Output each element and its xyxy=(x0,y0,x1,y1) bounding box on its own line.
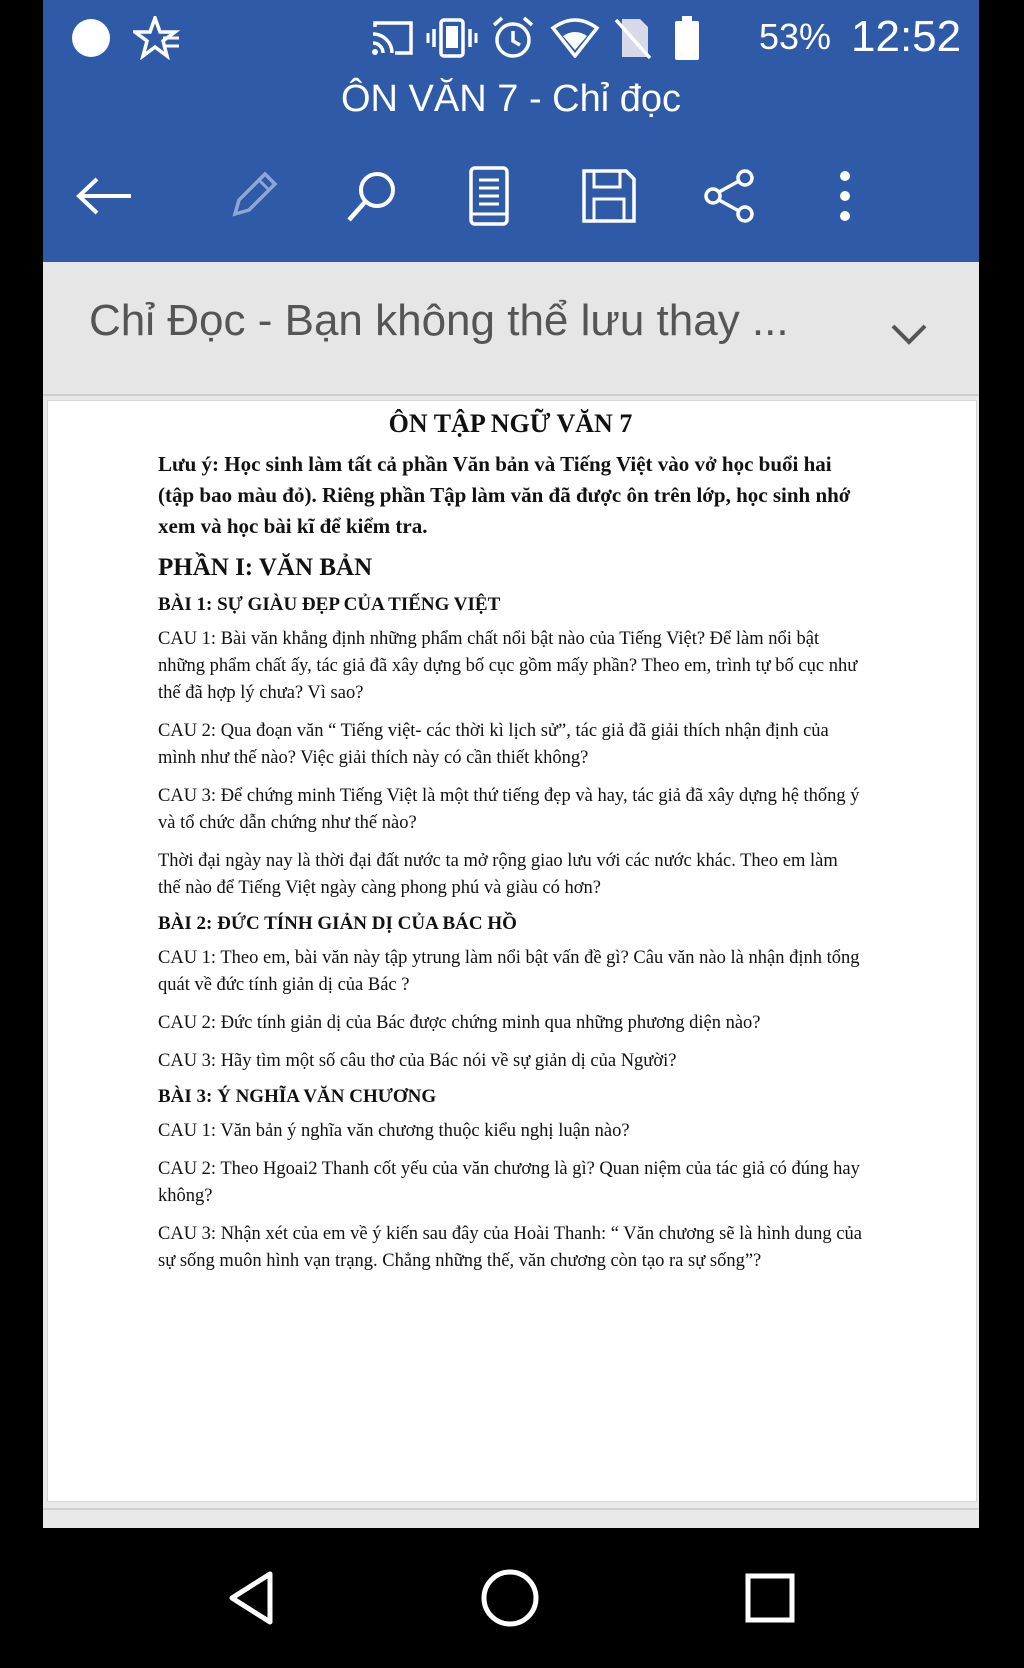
question: CAU 1: Theo em, bài văn này tập ytrung làm nổi bật vấn đề gì? Câu văn nào là nhận định tổng quát về đức tính giản dị của Bác ? xyxy=(158,948,860,995)
lesson-title: BÀI 3: Ý NGHĨA VĂN CHƯƠNG xyxy=(158,1086,437,1107)
mobile-view-icon[interactable] xyxy=(449,156,529,236)
read-only-message: Chỉ Đọc - Bạn không thể lưu thay ... xyxy=(89,296,789,345)
app-screen xyxy=(43,0,979,1528)
question: CAU 2: Theo Hgoai2 Thanh cốt yếu của văn chương là gì? Quan niệm của tác giả có đúng hay không? xyxy=(158,1159,860,1206)
alarm-icon xyxy=(489,14,537,62)
question: CAU 3: Để chứng minh Tiếng Việt là một thứ tiếng đẹp và hay, tác giả đã xây dựng hệ thống ý và tổ chức dẫn chứng như thế nào? xyxy=(158,786,860,833)
back-arrow-icon[interactable] xyxy=(65,156,145,236)
question: Thời đại ngày nay là thời đại đất nước ta mở rộng giao lưu với các nước khác. Theo em làm thế nào để Tiếng Việt ngày càng phong phú và giàu có hơn? xyxy=(158,851,838,898)
app-bar xyxy=(43,0,979,262)
lesson-title: BÀI 1: SỰ GIÀU ĐẸP CỦA TIẾNG VIỆT xyxy=(158,594,501,615)
read-only-banner[interactable] xyxy=(43,262,979,396)
document-heading: ÔN TẬP NGỮ VĂN 7 xyxy=(388,409,633,438)
page-divider xyxy=(43,1508,979,1510)
status-clock: 12:52 xyxy=(851,12,962,61)
question: CAU 1: Văn bản ý nghĩa văn chương thuộc kiểu nghị luận nào? xyxy=(158,1121,630,1141)
chevron-down-icon[interactable] xyxy=(879,304,939,364)
question: CAU 1: Bài văn khẳng định những phẩm chất nổi bật nào của Tiếng Việt? Để làm nổi bật những phẩm chất ấy, tác giả đã xây dựng bố cục gồm mấy phần? Theo em, trình tự bố cục như thế đã hợp lý chưa? Vì sao? xyxy=(158,629,858,703)
edit-pencil-icon[interactable] xyxy=(213,156,293,236)
document-content xyxy=(158,409,863,1286)
battery-icon xyxy=(669,14,705,62)
status-bar xyxy=(43,0,979,76)
no-sim-icon xyxy=(609,14,655,62)
document-title: ÔN VĂN 7 - Chỉ đọc xyxy=(341,78,681,120)
lesson-title: BÀI 2: ĐỨC TÍNH GIẢN DỊ CỦA BÁC HỒ xyxy=(158,913,517,934)
navigation-bar xyxy=(0,1528,1024,1668)
vibrate-icon xyxy=(423,14,481,62)
question: CAU 2: Qua đoạn văn “ Tiếng việt- các thời kì lịch sử”, tác giả đã giải thích nhận định của mình như thế nào? Việc giải thích này có cần thiết không? xyxy=(158,721,829,768)
document-page xyxy=(47,400,977,1502)
wifi-icon xyxy=(549,14,601,62)
part-heading: PHẦN I: VĂN BẢN xyxy=(158,554,373,581)
circle-icon xyxy=(67,14,115,62)
recents-square-icon[interactable] xyxy=(728,1556,812,1640)
home-circle-icon[interactable] xyxy=(468,1556,552,1640)
cast-icon xyxy=(367,14,417,62)
back-triangle-icon[interactable] xyxy=(210,1556,294,1640)
more-options-icon[interactable] xyxy=(805,156,885,236)
star-notification-icon xyxy=(131,14,183,62)
document-note: Lưu ý: Học sinh làm tất cả phần Văn bản và Tiếng Việt vào vở học buổi hai (tập bao màu đỏ). Riêng phần Tập làm văn đã được ôn trên lớp, học sinh nhớ xem và học bài kĩ để kiểm tra. xyxy=(158,452,851,538)
save-icon[interactable] xyxy=(569,156,649,236)
question: CAU 3: Nhận xét của em về ý kiến sau đây của Hoài Thanh: “ Văn chương sẽ là hình dung của sự sống muôn hình vạn trạng. Chẳng những thế, văn chương còn tạo ra sự sống”? xyxy=(158,1224,862,1271)
question: CAU 3: Hãy tìm một số câu thơ của Bác nói về sự giản dị của Người? xyxy=(158,1051,677,1071)
share-icon[interactable] xyxy=(689,156,769,236)
battery-percentage: 53% xyxy=(759,16,832,57)
question: CAU 2: Đức tính giản dị của Bác được chứng minh qua những phương diện nào? xyxy=(158,1013,761,1033)
search-icon[interactable] xyxy=(333,156,413,236)
